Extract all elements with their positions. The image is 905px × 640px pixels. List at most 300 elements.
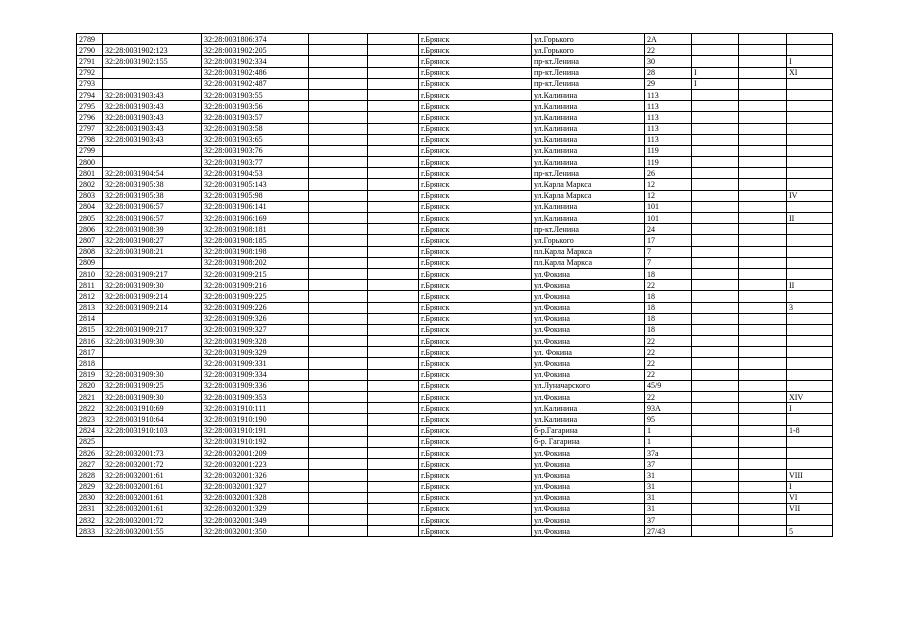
- empty-cell-a: [309, 336, 368, 347]
- street-cell: ул.Фокина: [532, 313, 645, 324]
- premises-number-cell: [787, 112, 833, 123]
- street-cell: ул.Калинина: [532, 201, 645, 212]
- land-parcel-number-cell: 32:28:0031906:57: [103, 213, 202, 224]
- empty-cell-b: [368, 436, 419, 447]
- cadastral-number-cell: 32:28:0031909:353: [202, 392, 309, 403]
- land-parcel-number-cell: 32:28:0031908:21: [103, 246, 202, 257]
- premises-number-cell: [787, 358, 833, 369]
- empty-cell-b: [368, 336, 419, 347]
- empty-cell-c: [739, 358, 787, 369]
- empty-cell-a: [309, 67, 368, 78]
- table-row: [77, 213, 833, 224]
- land-parcel-number-cell: 32:28:0031909:30: [103, 280, 202, 291]
- land-parcel-number-cell: 32:28:0031909:30: [103, 336, 202, 347]
- cadastral-number-cell: 32:28:0031909:327: [202, 324, 309, 335]
- premises-number-cell: [787, 336, 833, 347]
- cadastral-number-cell: 32:28:0032001:349: [202, 515, 309, 526]
- premises-number-cell: [787, 179, 833, 190]
- empty-cell-b: [368, 347, 419, 358]
- table-row: [77, 235, 833, 246]
- land-parcel-number-cell: 32:28:0031902:155: [103, 56, 202, 67]
- city-cell: г.Брянск: [419, 213, 532, 224]
- empty-cell-a: [309, 347, 368, 358]
- empty-cell-b: [368, 324, 419, 335]
- row-number-cell: 2796: [77, 112, 103, 123]
- cadastral-number-cell: 32:28:0031909:329: [202, 347, 309, 358]
- city-cell: г.Брянск: [419, 436, 532, 447]
- premises-number-cell: [787, 268, 833, 279]
- city-cell: г.Брянск: [419, 112, 532, 123]
- table-row: [77, 168, 833, 179]
- premises-number-cell: 1-8: [787, 425, 833, 436]
- premises-number-cell: [787, 145, 833, 156]
- building-cell: [692, 392, 739, 403]
- cadastral-number-cell: 32:28:0031910:192: [202, 436, 309, 447]
- land-parcel-number-cell: 32:28:0031909:30: [103, 392, 202, 403]
- building-cell: [692, 145, 739, 156]
- house-number-cell: 93А: [645, 403, 692, 414]
- building-cell: [692, 526, 739, 537]
- premises-number-cell: [787, 324, 833, 335]
- house-number-cell: 28: [645, 67, 692, 78]
- premises-number-cell: IV: [787, 190, 833, 201]
- empty-cell-b: [368, 123, 419, 134]
- house-number-cell: 113: [645, 101, 692, 112]
- cadastral-number-cell: 32:28:0031908:198: [202, 246, 309, 257]
- house-number-cell: 18: [645, 324, 692, 335]
- building-cell: [692, 280, 739, 291]
- table-row: [77, 291, 833, 302]
- empty-cell-b: [368, 492, 419, 503]
- street-cell: пл.Карла Маркса: [532, 257, 645, 268]
- row-number-cell: 2812: [77, 291, 103, 302]
- row-number-cell: 2831: [77, 503, 103, 514]
- premises-number-cell: [787, 78, 833, 89]
- house-number-cell: 95: [645, 414, 692, 425]
- empty-cell-c: [739, 235, 787, 246]
- house-number-cell: 101: [645, 201, 692, 212]
- building-cell: [692, 324, 739, 335]
- empty-cell-b: [368, 369, 419, 380]
- row-number-cell: 2791: [77, 56, 103, 67]
- street-cell: ул.Фокина: [532, 447, 645, 458]
- empty-cell-b: [368, 358, 419, 369]
- city-cell: г.Брянск: [419, 56, 532, 67]
- land-parcel-number-cell: 32:28:0031910:69: [103, 403, 202, 414]
- cadastral-number-cell: 32:28:0031903:77: [202, 157, 309, 168]
- building-cell: [692, 179, 739, 190]
- empty-cell-b: [368, 190, 419, 201]
- empty-cell-b: [368, 425, 419, 436]
- table-row: [77, 313, 833, 324]
- empty-cell-b: [368, 503, 419, 514]
- cadastral-number-cell: 32:28:0031910:191: [202, 425, 309, 436]
- street-cell: ул.Фокина: [532, 280, 645, 291]
- premises-number-cell: [787, 168, 833, 179]
- building-cell: [692, 291, 739, 302]
- house-number-cell: 1: [645, 436, 692, 447]
- house-number-cell: 31: [645, 470, 692, 481]
- table-row: [77, 436, 833, 447]
- empty-cell-c: [739, 123, 787, 134]
- cadastral-number-cell: 32:28:0031903:57: [202, 112, 309, 123]
- premises-number-cell: VIII: [787, 470, 833, 481]
- empty-cell-b: [368, 145, 419, 156]
- row-number-cell: 2801: [77, 168, 103, 179]
- row-number-cell: 2809: [77, 257, 103, 268]
- land-parcel-number-cell: 32:28:0031910:103: [103, 425, 202, 436]
- empty-cell-c: [739, 414, 787, 425]
- land-parcel-number-cell: 32:28:0031909:217: [103, 268, 202, 279]
- cadastral-number-cell: 32:28:0031908:202: [202, 257, 309, 268]
- empty-cell-a: [309, 313, 368, 324]
- premises-number-cell: [787, 201, 833, 212]
- row-number-cell: 2829: [77, 481, 103, 492]
- cadastral-number-cell: 32:28:0031903:65: [202, 134, 309, 145]
- empty-cell-a: [309, 224, 368, 235]
- land-parcel-number-cell: 32:28:0031909:217: [103, 324, 202, 335]
- house-number-cell: 37: [645, 515, 692, 526]
- cadastral-number-cell: 32:28:0031909:334: [202, 369, 309, 380]
- empty-cell-c: [739, 436, 787, 447]
- building-cell: [692, 56, 739, 67]
- city-cell: г.Брянск: [419, 414, 532, 425]
- street-cell: ул.Карла Маркса: [532, 190, 645, 201]
- cadastral-number-cell: 32:28:0031910:111: [202, 403, 309, 414]
- building-cell: [692, 112, 739, 123]
- house-number-cell: 101: [645, 213, 692, 224]
- table-row: [77, 347, 833, 358]
- street-cell: ул.Калинина: [532, 101, 645, 112]
- cadastral-number-cell: 32:28:0031906:169: [202, 213, 309, 224]
- city-cell: г.Брянск: [419, 67, 532, 78]
- house-number-cell: 22: [645, 369, 692, 380]
- empty-cell-a: [309, 403, 368, 414]
- empty-cell-c: [739, 492, 787, 503]
- street-cell: ул.Фокина: [532, 291, 645, 302]
- cadastral-number-cell: 32:28:0031905:98: [202, 190, 309, 201]
- empty-cell-a: [309, 246, 368, 257]
- city-cell: г.Брянск: [419, 257, 532, 268]
- city-cell: г.Брянск: [419, 302, 532, 313]
- premises-number-cell: [787, 447, 833, 458]
- empty-cell-b: [368, 414, 419, 425]
- table-row: [77, 470, 833, 481]
- building-cell: [692, 213, 739, 224]
- street-cell: ул.Фокина: [532, 268, 645, 279]
- city-cell: г.Брянск: [419, 179, 532, 190]
- premises-number-cell: [787, 123, 833, 134]
- cadastral-number-cell: 32:28:0031902:487: [202, 78, 309, 89]
- house-number-cell: 18: [645, 291, 692, 302]
- city-cell: г.Брянск: [419, 481, 532, 492]
- row-number-cell: 2819: [77, 369, 103, 380]
- premises-number-cell: [787, 515, 833, 526]
- cadastral-number-cell: 32:28:0031909:225: [202, 291, 309, 302]
- city-cell: г.Брянск: [419, 515, 532, 526]
- building-cell: [692, 414, 739, 425]
- city-cell: г.Брянск: [419, 503, 532, 514]
- street-cell: ул.Фокина: [532, 481, 645, 492]
- land-parcel-number-cell: 32:28:0031903:43: [103, 134, 202, 145]
- empty-cell-c: [739, 447, 787, 458]
- row-number-cell: 2826: [77, 447, 103, 458]
- empty-cell-c: [739, 324, 787, 335]
- city-cell: г.Брянск: [419, 291, 532, 302]
- row-number-cell: 2815: [77, 324, 103, 335]
- land-parcel-number-cell: 32:28:0032001:55: [103, 526, 202, 537]
- row-number-cell: 2816: [77, 336, 103, 347]
- building-cell: [692, 503, 739, 514]
- building-cell: [692, 190, 739, 201]
- land-parcel-number-cell: [103, 347, 202, 358]
- cadastral-number-cell: 32:28:0031904:53: [202, 168, 309, 179]
- table-row: [77, 358, 833, 369]
- row-number-cell: 2804: [77, 201, 103, 212]
- row-number-cell: 2813: [77, 302, 103, 313]
- empty-cell-a: [309, 436, 368, 447]
- house-number-cell: 26: [645, 168, 692, 179]
- row-number-cell: 2805: [77, 213, 103, 224]
- city-cell: г.Брянск: [419, 347, 532, 358]
- house-number-cell: 18: [645, 302, 692, 313]
- table-row: [77, 336, 833, 347]
- empty-cell-b: [368, 112, 419, 123]
- empty-cell-b: [368, 56, 419, 67]
- table-row: [77, 89, 833, 100]
- building-cell: I: [692, 78, 739, 89]
- building-cell: [692, 224, 739, 235]
- cadastral-number-cell: 32:28:0031903:58: [202, 123, 309, 134]
- house-number-cell: 37а: [645, 447, 692, 458]
- house-number-cell: 12: [645, 190, 692, 201]
- empty-cell-c: [739, 145, 787, 156]
- house-number-cell: 17: [645, 235, 692, 246]
- table-row: [77, 447, 833, 458]
- land-parcel-number-cell: 32:28:0031909:30: [103, 369, 202, 380]
- premises-number-cell: I: [787, 403, 833, 414]
- empty-cell-a: [309, 302, 368, 313]
- row-number-cell: 2832: [77, 515, 103, 526]
- empty-cell-a: [309, 235, 368, 246]
- empty-cell-c: [739, 459, 787, 470]
- row-number-cell: 2827: [77, 459, 103, 470]
- premises-number-cell: [787, 235, 833, 246]
- empty-cell-b: [368, 280, 419, 291]
- house-number-cell: 18: [645, 268, 692, 279]
- table-row: [77, 459, 833, 470]
- empty-cell-a: [309, 526, 368, 537]
- table-row: [77, 515, 833, 526]
- city-cell: г.Брянск: [419, 45, 532, 56]
- row-number-cell: 2794: [77, 89, 103, 100]
- premises-number-cell: XIV: [787, 392, 833, 403]
- empty-cell-a: [309, 78, 368, 89]
- empty-cell-b: [368, 302, 419, 313]
- empty-cell-a: [309, 112, 368, 123]
- empty-cell-c: [739, 369, 787, 380]
- empty-cell-b: [368, 224, 419, 235]
- empty-cell-c: [739, 268, 787, 279]
- street-cell: пр-кт.Ленина: [532, 67, 645, 78]
- street-cell: ул.Горького: [532, 45, 645, 56]
- empty-cell-b: [368, 45, 419, 56]
- cadastral-number-cell: 32:28:0031806:374: [202, 34, 309, 45]
- premises-number-cell: VI: [787, 492, 833, 503]
- table-row: [77, 425, 833, 436]
- empty-cell-b: [368, 34, 419, 45]
- empty-cell-c: [739, 112, 787, 123]
- street-cell: ул.Фокина: [532, 392, 645, 403]
- house-number-cell: 12: [645, 179, 692, 190]
- empty-cell-b: [368, 257, 419, 268]
- table-row: [77, 403, 833, 414]
- empty-cell-a: [309, 268, 368, 279]
- empty-cell-a: [309, 515, 368, 526]
- house-number-cell: 37: [645, 459, 692, 470]
- city-cell: г.Брянск: [419, 492, 532, 503]
- city-cell: г.Брянск: [419, 425, 532, 436]
- table-row: [77, 280, 833, 291]
- land-parcel-number-cell: [103, 157, 202, 168]
- empty-cell-b: [368, 78, 419, 89]
- building-cell: [692, 470, 739, 481]
- empty-cell-b: [368, 268, 419, 279]
- land-parcel-number-cell: [103, 358, 202, 369]
- street-cell: ул.Фокина: [532, 526, 645, 537]
- empty-cell-a: [309, 280, 368, 291]
- empty-cell-a: [309, 459, 368, 470]
- street-cell: ул. Фокина: [532, 347, 645, 358]
- empty-cell-c: [739, 403, 787, 414]
- empty-cell-a: [309, 56, 368, 67]
- city-cell: г.Брянск: [419, 358, 532, 369]
- street-cell: ул.Фокина: [532, 302, 645, 313]
- empty-cell-c: [739, 313, 787, 324]
- empty-cell-a: [309, 392, 368, 403]
- house-number-cell: 113: [645, 112, 692, 123]
- empty-cell-b: [368, 134, 419, 145]
- city-cell: г.Брянск: [419, 190, 532, 201]
- building-cell: [692, 89, 739, 100]
- empty-cell-c: [739, 134, 787, 145]
- premises-number-cell: [787, 157, 833, 168]
- land-parcel-number-cell: 32:28:0032001:72: [103, 515, 202, 526]
- empty-cell-b: [368, 157, 419, 168]
- building-cell: [692, 369, 739, 380]
- land-parcel-number-cell: 32:28:0031903:43: [103, 123, 202, 134]
- table-row: [77, 134, 833, 145]
- house-number-cell: 22: [645, 347, 692, 358]
- empty-cell-c: [739, 56, 787, 67]
- empty-cell-a: [309, 45, 368, 56]
- cadastral-number-cell: 32:28:0031902:205: [202, 45, 309, 56]
- empty-cell-a: [309, 101, 368, 112]
- empty-cell-c: [739, 246, 787, 257]
- cadastral-number-cell: 32:28:0031909:326: [202, 313, 309, 324]
- table-row: [77, 302, 833, 313]
- empty-cell-b: [368, 515, 419, 526]
- row-number-cell: 2810: [77, 268, 103, 279]
- empty-cell-c: [739, 45, 787, 56]
- city-cell: г.Брянск: [419, 246, 532, 257]
- street-cell: ул.Фокина: [532, 470, 645, 481]
- land-parcel-number-cell: 32:28:0031909:214: [103, 302, 202, 313]
- premises-number-cell: [787, 246, 833, 257]
- building-cell: [692, 235, 739, 246]
- cadastral-number-cell: 32:28:0031909:328: [202, 336, 309, 347]
- cadastral-number-cell: 32:28:0032001:209: [202, 447, 309, 458]
- street-cell: пл.Карла Маркса: [532, 246, 645, 257]
- empty-cell-a: [309, 503, 368, 514]
- empty-cell-b: [368, 447, 419, 458]
- city-cell: г.Брянск: [419, 392, 532, 403]
- table-row: [77, 257, 833, 268]
- registry-table-body: [77, 34, 833, 537]
- building-cell: [692, 268, 739, 279]
- building-cell: [692, 34, 739, 45]
- street-cell: ул.Фокина: [532, 324, 645, 335]
- house-number-cell: 45/9: [645, 380, 692, 391]
- house-number-cell: 30: [645, 56, 692, 67]
- city-cell: г.Брянск: [419, 157, 532, 168]
- street-cell: ул.Луначарского: [532, 380, 645, 391]
- street-cell: ул.Фокина: [532, 358, 645, 369]
- cadastral-number-cell: 32:28:0031909:215: [202, 268, 309, 279]
- land-parcel-number-cell: 32:28:0031903:43: [103, 101, 202, 112]
- house-number-cell: 113: [645, 89, 692, 100]
- building-cell: [692, 447, 739, 458]
- table-row: [77, 123, 833, 134]
- house-number-cell: 7: [645, 246, 692, 257]
- table-row: [77, 224, 833, 235]
- land-parcel-number-cell: 32:28:0032001:72: [103, 459, 202, 470]
- land-parcel-number-cell: 32:28:0032001:61: [103, 492, 202, 503]
- table-row: [77, 201, 833, 212]
- street-cell: ул.Фокина: [532, 459, 645, 470]
- empty-cell-a: [309, 201, 368, 212]
- table-row: [77, 369, 833, 380]
- city-cell: г.Брянск: [419, 134, 532, 145]
- empty-cell-a: [309, 145, 368, 156]
- empty-cell-c: [739, 34, 787, 45]
- land-parcel-number-cell: 32:28:0032001:61: [103, 470, 202, 481]
- table-row: [77, 157, 833, 168]
- building-cell: [692, 257, 739, 268]
- street-cell: ул.Фокина: [532, 336, 645, 347]
- premises-number-cell: [787, 459, 833, 470]
- cadastral-number-cell: 32:28:0031903:76: [202, 145, 309, 156]
- land-parcel-number-cell: 32:28:0031909:25: [103, 380, 202, 391]
- table-row: [77, 56, 833, 67]
- land-parcel-number-cell: [103, 313, 202, 324]
- table-row: [77, 481, 833, 492]
- house-number-cell: 22: [645, 358, 692, 369]
- premises-number-cell: [787, 436, 833, 447]
- row-number-cell: 2820: [77, 380, 103, 391]
- building-cell: I: [692, 67, 739, 78]
- cadastral-number-cell: 32:28:0032001:329: [202, 503, 309, 514]
- registry-table: [76, 33, 833, 537]
- street-cell: ул.Калинина: [532, 123, 645, 134]
- city-cell: г.Брянск: [419, 34, 532, 45]
- city-cell: г.Брянск: [419, 145, 532, 156]
- premises-number-cell: [787, 347, 833, 358]
- empty-cell-c: [739, 78, 787, 89]
- land-parcel-number-cell: 32:28:0032001:61: [103, 481, 202, 492]
- cadastral-number-cell: 32:28:0031910:190: [202, 414, 309, 425]
- row-number-cell: 2811: [77, 280, 103, 291]
